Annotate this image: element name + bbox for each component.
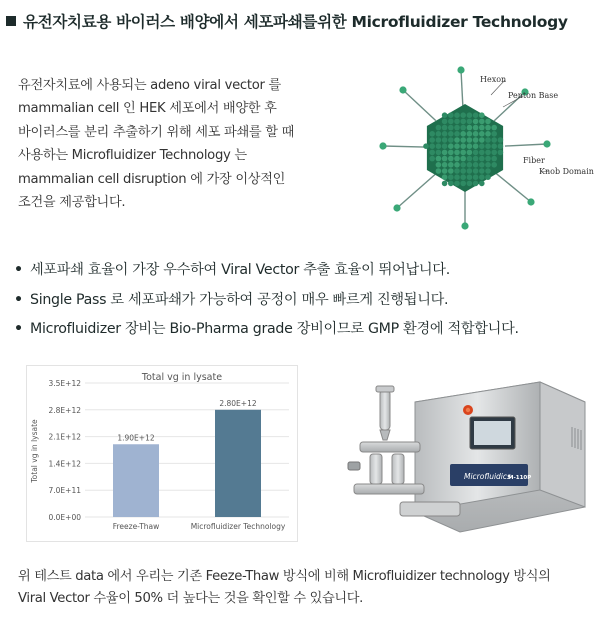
hexon-subunit xyxy=(454,150,460,156)
hexon-subunit xyxy=(491,125,497,131)
hexon-subunit xyxy=(454,119,460,125)
hexon-subunit xyxy=(467,156,473,162)
hexon-subunit xyxy=(473,137,479,143)
knob-domain xyxy=(379,142,386,149)
hexon-subunit xyxy=(442,181,448,187)
hexon-subunit xyxy=(467,181,473,187)
hexon-subunit xyxy=(485,162,491,168)
feature-bullet-list xyxy=(14,258,594,347)
hexon-subunit xyxy=(479,150,485,156)
hexon-subunit xyxy=(442,112,448,118)
hexon-subunit xyxy=(448,168,454,174)
fiber-spike xyxy=(461,70,463,108)
hexon-subunit xyxy=(473,162,479,168)
hexon-subunit xyxy=(442,137,448,143)
hexon-subunit xyxy=(436,156,442,162)
intro-line: mammalian cell disruption 에 가장 이상적인 xyxy=(18,171,286,187)
hexon-subunit xyxy=(442,162,448,168)
footer-line: Viral Vector 수율이 50% 더 높다는 것을 확인할 수 있습니다. xyxy=(18,591,364,606)
hexon-subunit xyxy=(460,162,466,168)
hexon-subunit xyxy=(448,181,454,187)
hexon-subunit xyxy=(448,156,454,162)
machine-model-label: M-110P xyxy=(508,475,532,481)
hexon-subunit xyxy=(485,156,491,162)
hexon-subunit xyxy=(436,162,442,168)
fiber-spike xyxy=(505,144,547,146)
y-tick-label: 3.5E+12 xyxy=(48,379,81,388)
machine-brand-label: Microfluidics xyxy=(464,472,511,481)
hexon-subunit xyxy=(491,156,497,162)
hexon-subunit xyxy=(436,143,442,149)
hexon-subunit xyxy=(454,168,460,174)
feature-bullet-text: Microfluidizer 장비는 Bio-Pharma grade 장비이므로 GMP 환경에 적합합니다. xyxy=(30,321,519,337)
fiber-spike xyxy=(403,90,436,121)
hexon-subunit xyxy=(485,131,491,137)
hexon-subunit xyxy=(467,174,473,180)
hexon-subunit xyxy=(467,168,473,174)
total-vg-bar-chart xyxy=(26,365,298,542)
hexon-subunit xyxy=(491,131,497,137)
chart-bar xyxy=(215,410,261,517)
hexon-subunit xyxy=(454,143,460,149)
hexon-subunit xyxy=(485,119,491,125)
hexon-subunit xyxy=(442,168,448,174)
hexon-subunit xyxy=(498,137,504,143)
hexon-subunit xyxy=(479,181,485,187)
hexon-subunit xyxy=(454,162,460,168)
hexon-subunit xyxy=(467,125,473,131)
hexon-subunit xyxy=(473,181,479,187)
x-tick-label: Freeze-Thaw xyxy=(112,522,160,531)
hexon-subunit xyxy=(473,168,479,174)
intro-line: 바이러스를 분리 추출하기 위해 세포 파쇄를 할 때 xyxy=(18,124,295,140)
hexon-subunit xyxy=(498,150,504,156)
hexon-subunit xyxy=(454,125,460,131)
hexon-subunit xyxy=(485,143,491,149)
knob-domain xyxy=(543,140,550,147)
bar-data-label: 1.90E+12 xyxy=(117,433,155,443)
hexon-subunit xyxy=(485,174,491,180)
y-tick-label: 1.4E+12 xyxy=(48,459,81,469)
hexon-subunit xyxy=(448,162,454,168)
hexon-subunit xyxy=(485,168,491,174)
hexon-subunit xyxy=(460,112,466,118)
hexon-subunit xyxy=(473,174,479,180)
hexon-subunit xyxy=(429,156,435,162)
knob-domain xyxy=(393,204,400,211)
hexon-subunit xyxy=(436,150,442,156)
hexon-subunit xyxy=(485,125,491,131)
label-penton-base: Penton Base xyxy=(508,91,559,100)
hexon-subunit xyxy=(448,150,454,156)
feature-bullet-text: 세포파쇄 효율이 가장 우수하여 Viral Vector 추출 효율이 뛰어납니다. xyxy=(30,262,450,278)
hexon-subunit xyxy=(479,168,485,174)
hexon-subunit xyxy=(491,150,497,156)
adenovirus-illustration xyxy=(373,62,594,234)
hexon-subunit xyxy=(454,156,460,162)
hexon-subunit xyxy=(429,143,435,149)
hexon-subunit xyxy=(460,156,466,162)
hexon-subunit xyxy=(460,174,466,180)
label-knob-domain: Knob Domain xyxy=(539,167,594,176)
hexon-subunit xyxy=(491,143,497,149)
hexon-subunit xyxy=(485,137,491,143)
feature-bullet-text: Single Pass 로 세포파쇄가 가능하여 공정이 매우 빠르게 진행됩니다. xyxy=(30,291,449,308)
knob-domain xyxy=(399,86,406,93)
footer-paragraph xyxy=(18,566,596,610)
hexon-subunit xyxy=(485,150,491,156)
hexon-subunit xyxy=(460,150,466,156)
hexon-subunit xyxy=(448,112,454,118)
hexon-subunit xyxy=(448,131,454,137)
hexon-subunit xyxy=(442,119,448,125)
knob-domain xyxy=(461,222,468,229)
hexon-subunit xyxy=(442,156,448,162)
hexon-subunit xyxy=(498,143,504,149)
hexon-subunit xyxy=(467,131,473,137)
intro-line: 조건을 제공합니다. xyxy=(18,195,126,211)
hexon-subunit xyxy=(473,150,479,156)
hexon-subunit xyxy=(460,181,466,187)
hexon-subunit xyxy=(467,143,473,149)
knob-domain xyxy=(527,198,534,205)
hexon-subunit xyxy=(429,137,435,143)
chart-plot xyxy=(27,366,297,541)
hexon-subunit xyxy=(429,150,435,156)
hexon-subunit xyxy=(479,137,485,143)
label-hexon: Hexon xyxy=(480,75,507,84)
knob-domain xyxy=(457,66,464,73)
fiber-spike xyxy=(397,174,435,208)
chart-title: Total vg in lysate xyxy=(141,372,223,383)
hexon-subunit xyxy=(479,131,485,137)
hexon-subunit xyxy=(467,150,473,156)
hexon-subunit xyxy=(491,137,497,143)
hexon-subunit xyxy=(460,137,466,143)
hexon-subunit xyxy=(473,119,479,125)
bar-data-label: 2.80E+12 xyxy=(219,398,257,408)
hexon-subunit xyxy=(460,131,466,137)
hexon-subunit xyxy=(473,125,479,131)
y-axis-label: Total vg in lysate xyxy=(30,419,39,483)
hexon-subunit xyxy=(479,119,485,125)
hexon-subunit xyxy=(491,162,497,168)
hexon-subunit xyxy=(436,137,442,143)
hexon-subunit xyxy=(479,156,485,162)
hexon-subunit xyxy=(454,181,460,187)
hexon-subunit xyxy=(473,143,479,149)
hexon-subunit xyxy=(423,143,429,149)
fiber-spike xyxy=(496,173,531,202)
y-tick-label: 0.0E+00 xyxy=(48,513,81,522)
microfluidizer-machine-image xyxy=(340,372,590,542)
page-heading xyxy=(6,8,598,34)
label-fiber: Fiber xyxy=(523,156,545,165)
intro-paragraph xyxy=(18,74,348,214)
feature-bullet xyxy=(14,258,594,288)
hexon-subunit xyxy=(448,119,454,125)
y-tick-label: 7.0E+11 xyxy=(48,486,81,496)
hexon-subunit xyxy=(460,119,466,125)
bullet-dot: • xyxy=(14,291,23,308)
hexon-subunit xyxy=(454,137,460,143)
y-tick-label: 2.1E+12 xyxy=(48,432,81,442)
hexon-subunit xyxy=(436,131,442,137)
hexon-subunit xyxy=(442,131,448,137)
heading-text: 유전자치료용 바이러스 배양에서 세포파쇄를위한 Microfluidizer Technology xyxy=(23,13,568,31)
hexon-subunit xyxy=(479,143,485,149)
hexon-subunit xyxy=(460,125,466,131)
hexon-subunit xyxy=(442,174,448,180)
bullet-dot: • xyxy=(14,262,23,278)
intro-line: 유전자치료에 사용되는 adeno viral vector 를 xyxy=(18,78,281,93)
feature-bullet xyxy=(14,288,594,318)
hexon-subunit xyxy=(448,143,454,149)
hexon-subunit xyxy=(436,168,442,174)
hexon-subunit xyxy=(467,119,473,125)
hexon-subunit xyxy=(429,131,435,137)
hexon-subunit xyxy=(467,112,473,118)
hexon-subunit xyxy=(479,174,485,180)
x-tick-label: Microfluidizer Technology xyxy=(190,522,286,531)
hexon-subunit xyxy=(454,131,460,137)
hexon-subunit xyxy=(479,125,485,131)
hexon-subunit xyxy=(479,112,485,118)
machine-illustration xyxy=(340,372,590,542)
hexon-subunit xyxy=(473,112,479,118)
hexon-subunit xyxy=(448,137,454,143)
chart-bar xyxy=(113,444,159,517)
bullet-dot: • xyxy=(14,321,23,337)
hexon-subunit xyxy=(442,125,448,131)
adenovirus-diagram xyxy=(373,62,594,234)
intro-line: mammalian cell 인 HEK 세포에서 배양한 후 xyxy=(18,101,277,117)
feature-bullet xyxy=(14,317,594,347)
hexon-subunit xyxy=(473,131,479,137)
hexon-subunit xyxy=(448,174,454,180)
y-tick-label: 2.8E+12 xyxy=(48,405,81,415)
footer-line: 위 테스트 data 에서 우리는 기존 Feeze-Thaw 방식에 비해 Microfluidizer technology 방식의 xyxy=(18,569,551,584)
heading-square-icon xyxy=(6,16,16,26)
hexon-subunit xyxy=(460,168,466,174)
hexon-subunit xyxy=(442,150,448,156)
hexon-subunit xyxy=(467,137,473,143)
hexon-subunit xyxy=(467,162,473,168)
intro-line: 사용하는 Microfluidizer Technology 는 xyxy=(18,148,247,164)
hexon-subunit xyxy=(454,174,460,180)
hexon-subunit xyxy=(448,125,454,131)
hexon-subunit xyxy=(460,143,466,149)
hexon-subunit xyxy=(454,112,460,118)
hexon-subunit xyxy=(473,156,479,162)
hexon-subunit xyxy=(442,143,448,149)
hexon-subunit xyxy=(436,125,442,131)
hexon-subunit xyxy=(479,162,485,168)
fiber-spike xyxy=(383,146,425,147)
